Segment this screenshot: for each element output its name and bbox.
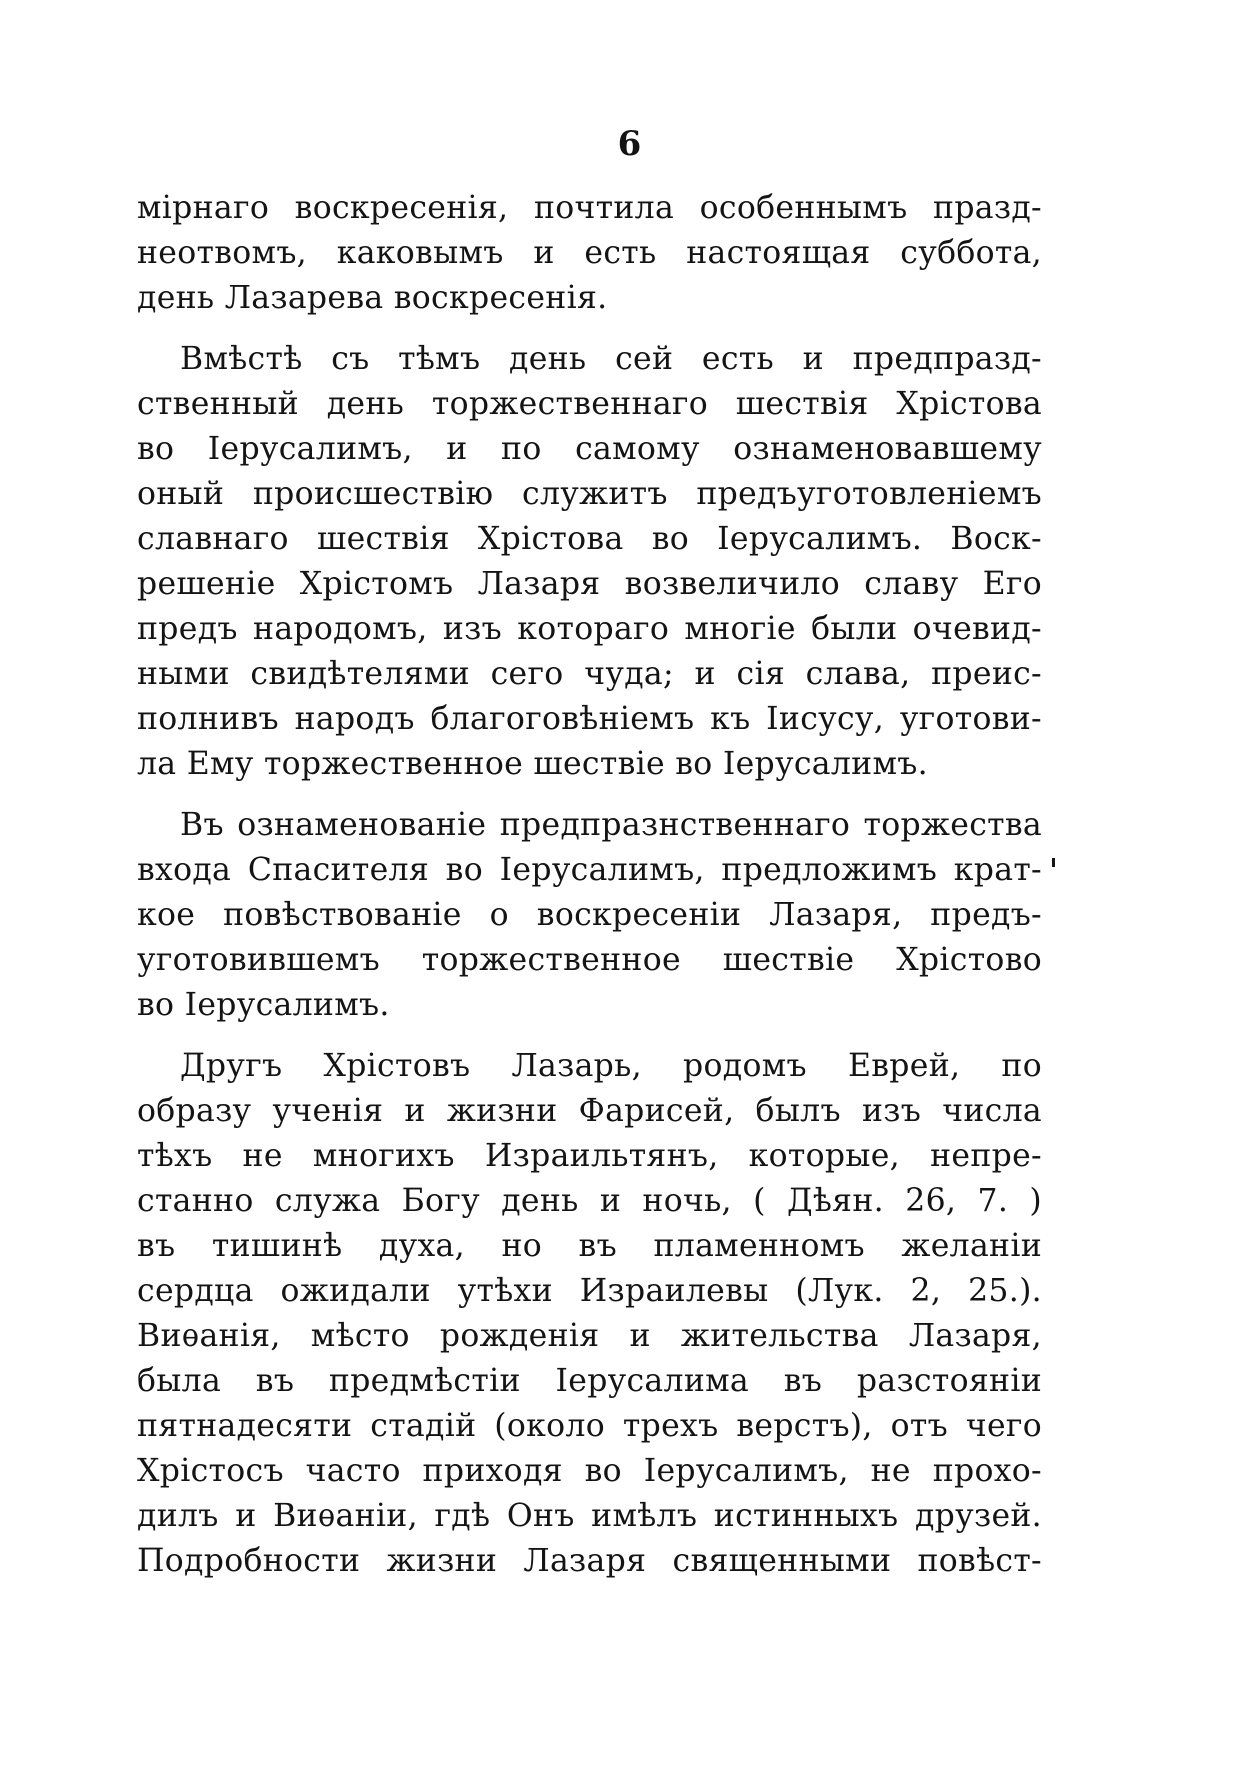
text-line: оный происшествію служитъ предъуготовленіемъ — [137, 476, 1042, 512]
text-line: предъ народомъ, изъ котораго многіе были очевид- — [137, 611, 1042, 647]
text-line: образу ученія и жизни Фарисей, былъ изъ числа — [137, 1093, 1042, 1129]
text-line: полнивъ народъ благоговѣніемъ къ Іисусу, уготови- — [137, 701, 1042, 737]
text-line: мірнаго воскресенія, почтила особеннымъ празд- — [137, 190, 1042, 226]
text-line: во Іерусалимъ. — [137, 987, 390, 1023]
text-line: входа Спасителя во Іерусалимъ, предложимъ крат- — [137, 852, 1042, 888]
text-line: славнаго шествія Хрістова во Іерусалимъ. Воск- — [137, 521, 1042, 557]
text-line: Хрістосъ часто приходя во Іерусалимъ, не прохо- — [137, 1453, 1042, 1489]
text-line: кое повѣствованіе о воскресеніи Лазаря, предъ- — [137, 897, 1042, 933]
paragraph-1 — [137, 186, 1042, 321]
text-line: день Лазарева воскресенія. — [137, 280, 608, 316]
paragraph-2 — [137, 337, 1042, 787]
text-line: Подробности жизни Лазаря священными повѣст- — [137, 1543, 1042, 1579]
text-line: Вмѣстѣ съ тѣмъ день сей есть и предпразд- — [180, 341, 1042, 377]
text-line: неотвомъ, каковымъ и есть настоящая суббота, — [137, 235, 1042, 271]
text-line: въ тишинѣ духа, но въ пламенномъ желаніи — [137, 1228, 1042, 1264]
text-line: ла Ему торжественное шествіе во Іерусалимъ. — [137, 746, 928, 782]
text-line: Въ ознаменованіе предпразнственнаго торжества — [180, 807, 1042, 843]
text-line: сердца ожидали утѣхи Израилевы (Лук. 2, 25.). — [137, 1273, 1042, 1309]
text-line: ственный день торжественнаго шествія Хрістова — [137, 386, 1042, 422]
text-line: тѣхъ не многихъ Израильтянъ, которые, непре- — [137, 1138, 1042, 1174]
margin-mark — [1052, 858, 1055, 867]
text-line: решеніе Хрістомъ Лазаря возвеличило славу Его — [137, 566, 1042, 602]
text-line: дилъ и Виѳаніи, гдѣ Онъ имѣлъ истинныхъ друзей. — [137, 1498, 1042, 1534]
paragraph-4 — [137, 1044, 1042, 1584]
text-body — [137, 186, 1042, 1584]
page-number: 6 — [617, 124, 642, 164]
text-line: ными свидѣтелями сего чуда; и сія слава, преис- — [137, 656, 1042, 692]
text-line: была въ предмѣстіи Іерусалима въ разстояніи — [137, 1363, 1042, 1399]
text-line: станно служа Богу день и ночь, ( Дѣян. 26, 7. ) — [137, 1183, 1042, 1219]
text-line: во Іерусалимъ, и по самому ознаменовавшему — [137, 431, 1042, 467]
text-line: пятнадесяти стадій (около трехъ верстъ), отъ чего — [137, 1408, 1042, 1444]
text-line: Другъ Хрістовъ Лазарь, родомъ Еврей, по — [180, 1048, 1042, 1084]
text-line: уготовившемъ торжественное шествіе Хрістово — [137, 942, 1042, 978]
paragraph-3 — [137, 803, 1042, 1028]
text-line: Виѳанія, мѣсто рожденія и жительства Лазаря, — [137, 1318, 1042, 1354]
